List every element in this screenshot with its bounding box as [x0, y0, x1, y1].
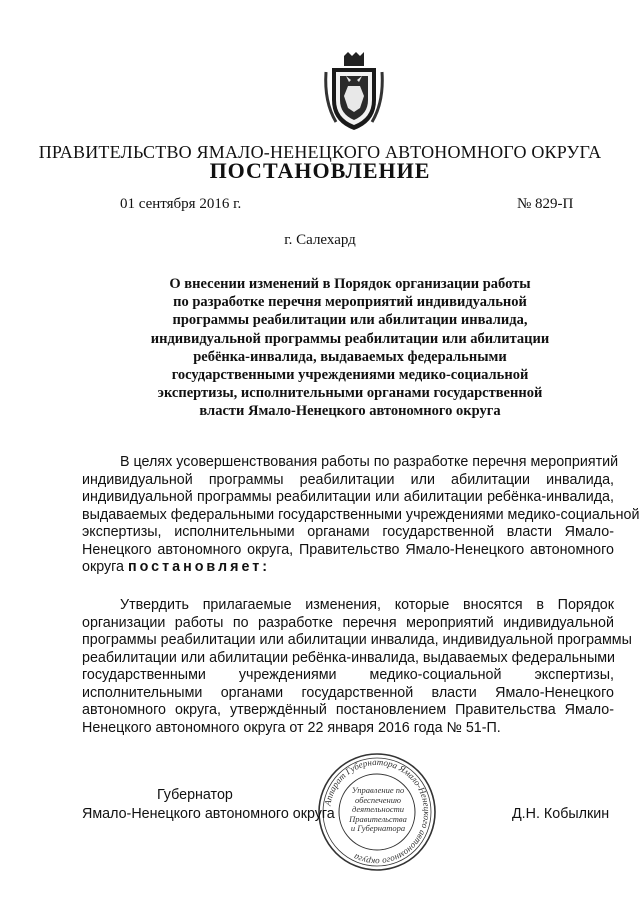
resolves-word: постановляет:: [127, 559, 270, 575]
document-date: 01 сентября 2016 г.: [120, 196, 242, 212]
stamp-ring-text: Аппарат Губернатора Ямало-Ненецкого автономного округа: [322, 756, 433, 868]
paragraph-line: организации работы по разработке перечня мероприятий индивидуальной: [82, 614, 614, 631]
stamp-line: и Губернатора: [350, 823, 406, 834]
document-city: г. Салехард: [284, 232, 356, 248]
paragraph-line: выдаваемых федеральными государственными учреждениями медико-социальной: [82, 506, 640, 523]
subject-line: программы реабилитации или абилитации инвалида,: [172, 312, 528, 329]
paragraph-line: Ненецкого автономного округа от 22 января 2016 года № 51-П.: [82, 719, 501, 736]
paragraph-line: индивидуальной программы реабилитации или абилитации инвалида,: [82, 471, 614, 488]
signatory-position: Губернатор: [157, 787, 233, 803]
resolution-paragraph: [82, 597, 632, 737]
stamp-line: обеспечению: [354, 794, 402, 805]
subject-line: по разработке перечня мероприятий индивидуальной: [173, 294, 527, 311]
paragraph-line: экспертизы, исполнительными органами государственной власти Ямало-: [82, 524, 614, 540]
subject-line: экспертизы, исполнительными органами государственной: [157, 385, 543, 402]
subject-line: индивидуальной программы реабилитации или абилитации: [150, 330, 550, 347]
paragraph-line: исполнительными органами государственной власти Ямало-Ненецкого: [82, 684, 614, 701]
document-type: ПОСТАНОВЛЕНИЕ: [209, 158, 431, 183]
preamble-paragraph: [82, 454, 640, 577]
paragraph-line: программы реабилитации или абилитации инвалида, индивидуальной программы: [82, 632, 632, 648]
signatory-region: Ямало-Ненецкого автономного округа: [82, 806, 335, 822]
yamal-coat-of-arms-icon: [322, 52, 386, 134]
government-title: ПРАВИТЕЛЬСТВО ЯМАЛО-НЕНЕЦКОГО АВТОНОМНОГО ОКРУГА: [38, 142, 602, 162]
signatory-name: Д.Н. Кобылкин: [512, 806, 610, 822]
subject-line: государственными учреждениями медико-социальной: [171, 367, 529, 384]
subject-line: власти Ямало-Ненецкого автономного округа: [199, 403, 501, 420]
paragraph-line-prefix: округа: [82, 559, 124, 575]
document-number: № 829-П: [517, 196, 574, 212]
paragraph-line: [82, 559, 614, 577]
subject-line: О внесении изменений в Порядок организации работы: [169, 276, 531, 292]
stamp-line: Управление по: [351, 785, 405, 795]
paragraph-line: автономного округа, утверждённый постановлением Правительства Ямало-: [82, 702, 614, 718]
paragraph-line: В целях усовершенствования работы по разработке перечня мероприятий: [120, 454, 619, 470]
stamp-center-text: [348, 786, 408, 834]
document-subject: [140, 275, 560, 421]
paragraph-line: Ненецкого автономного округа, Правительство Ямало-Ненецкого автономного: [82, 541, 614, 558]
paragraph-line: реабилитации или абилитации ребёнка-инвалида, выдаваемых федеральными: [82, 649, 616, 666]
paragraph-line: Утвердить прилагаемые изменения, которые вносятся в Порядок: [120, 597, 614, 613]
subject-line: ребёнка-инвалида, выдаваемых федеральными: [193, 348, 507, 365]
stamp-line: Правительства: [349, 813, 407, 824]
paragraph-line: индивидуальной программы реабилитации или абилитации ребёнка-инвалида,: [82, 489, 614, 505]
paragraph-line: государственными учреждениями медико-социальной экспертизы,: [82, 667, 614, 683]
stamp-line: деятельности: [351, 804, 405, 815]
